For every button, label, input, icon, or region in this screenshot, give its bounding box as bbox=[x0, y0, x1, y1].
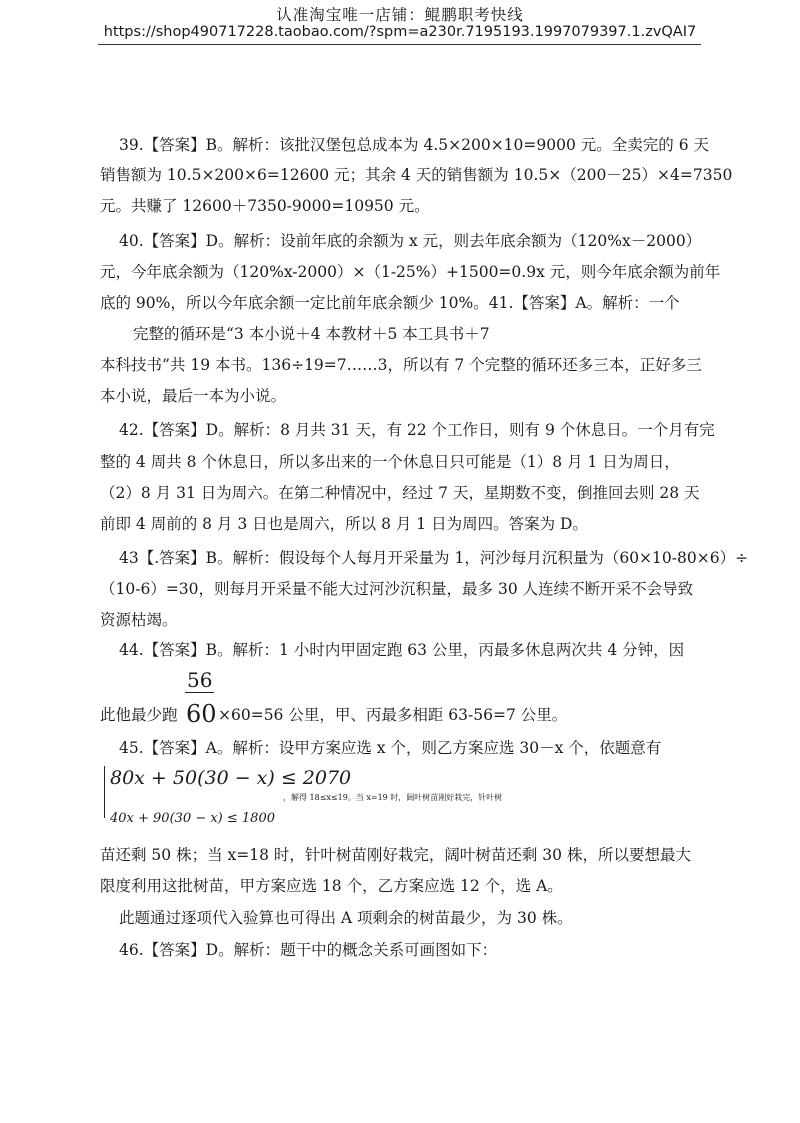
shop-title: 认准淘宝唯一店铺：鲲鹏职考快线 bbox=[276, 6, 524, 24]
answer-44-line2b: ×60=56 公里，甲、丙最多相距 63-56=7 公里。 bbox=[218, 706, 568, 724]
answer-39-line3: 元。共赚了 12600＋7350-9000=10950 元。 bbox=[100, 197, 430, 215]
answer-40-line2: 元，今年底余额为（120%x-2000）×（1-25%）+1500=0.9x 元，则今年底余额为前年 bbox=[100, 263, 721, 281]
answer-45-line4: 此题通过逐项代入验算也可得出 A 项剩余的树苗最少，为 30 株。 bbox=[119, 909, 573, 927]
equation-brace bbox=[104, 766, 105, 818]
answer-46-line1: 46.【答案】D。解析：题干中的概念关系可画图如下： bbox=[119, 941, 498, 959]
answer-44-line1: 44.【答案】B。解析：1 小时内甲固定跑 63 公里，丙最多休息两次共 4 分钟，因 bbox=[119, 641, 685, 659]
answer-41-line3: 本小说，最后一本为小说。 bbox=[100, 387, 287, 405]
answer-43-line3: 资源枯竭。 bbox=[100, 611, 178, 629]
fraction-numerator: 56 bbox=[187, 668, 213, 692]
answer-43-line2: （10-6）=30，则每月开采量不能大过河沙沉积量，最多 30 人连续不断开采不会导致 bbox=[100, 580, 694, 598]
answer-43-line1: 43【.答案】B。解析：假设每个人每月开采量为 1，河沙每月沉积量为（60×10-80×6）÷ bbox=[119, 549, 749, 567]
answer-42-line4: 前即 4 周前的 8 月 3 日也是周六，所以 8 月 1 日为周四。答案为 D。 bbox=[100, 515, 588, 533]
answer-39-line2: 销售额为 10.5×200×6=12600 元；其余 4 天的销售额为 10.5×（200－25）×4=7350 bbox=[100, 166, 733, 184]
shop-url[interactable]: https://shop490717228.taobao.com/?spm=a230r.7195193.1997079397.1.zvQAI7 bbox=[103, 24, 697, 40]
answer-45-line2: 苗还剩 50 株；当 x=18 时，针叶树苗刚好栽完，阔叶树苗还剩 30 株，所以要想最大 bbox=[100, 846, 691, 864]
inequality-2: 40x + 90(30 − x) ≤ 1800 bbox=[110, 811, 275, 826]
answer-45-line3: 限度利用这批树苗，甲方案应选 18 个，乙方案应选 12 个，选 A。 bbox=[100, 877, 563, 895]
answer-42-line1: 42.【答案】D。解析：8 月共 31 天，有 22 个工作日，则有 9 个休息日。一个月有完 bbox=[119, 421, 715, 439]
inequality-note: ，解得 18≤x≤19。当 x=19 时，阔叶树苗刚好栽完，针叶树 bbox=[283, 793, 503, 802]
answer-42-line3: （2）8 月 31 日为周六。在第二种情况中，经过 7 天，星期数不变，倒推回去则 28 天 bbox=[100, 484, 700, 502]
answer-39-line1: 39.【答案】B。解析：该批汉堡包总成本为 4.5×200×10=9000 元。全卖完的 6 天 bbox=[119, 136, 709, 154]
fraction-denominator: 60 bbox=[186, 700, 217, 728]
header-rule bbox=[98, 44, 701, 45]
answer-44-line2a: 此他最少跑 bbox=[100, 706, 178, 724]
answer-41-line1: 完整的循环是“3 本小说＋4 本教材＋5 本工具书＋7 bbox=[133, 325, 490, 343]
answer-45-line1: 45.【答案】A。解析：设甲方案应选 x 个，则乙方案应选 30－x 个，依题意有 bbox=[119, 739, 662, 757]
answer-41-line2: 本科技书”共 19 本书。136÷19=7……3，所以有 7 个完整的循环还多三本，正好多三 bbox=[100, 356, 702, 374]
answer-40-line1: 40.【答案】D。解析：设前年底的余额为 x 元，则去年底余额为（120%x－2000） bbox=[119, 232, 702, 250]
answer-42-line2: 整的 4 周共 8 个休息日，所以多出来的一个休息日只可能是（1）8 月 1 日为周日， bbox=[100, 453, 680, 471]
answer-40-line3: 底的 90%，所以今年底余额一定比前年底余额少 10%。41.【答案】A。解析：一个 bbox=[100, 294, 680, 312]
inequality-1: 80x + 50(30 − x) ≤ 2070 bbox=[110, 767, 352, 789]
